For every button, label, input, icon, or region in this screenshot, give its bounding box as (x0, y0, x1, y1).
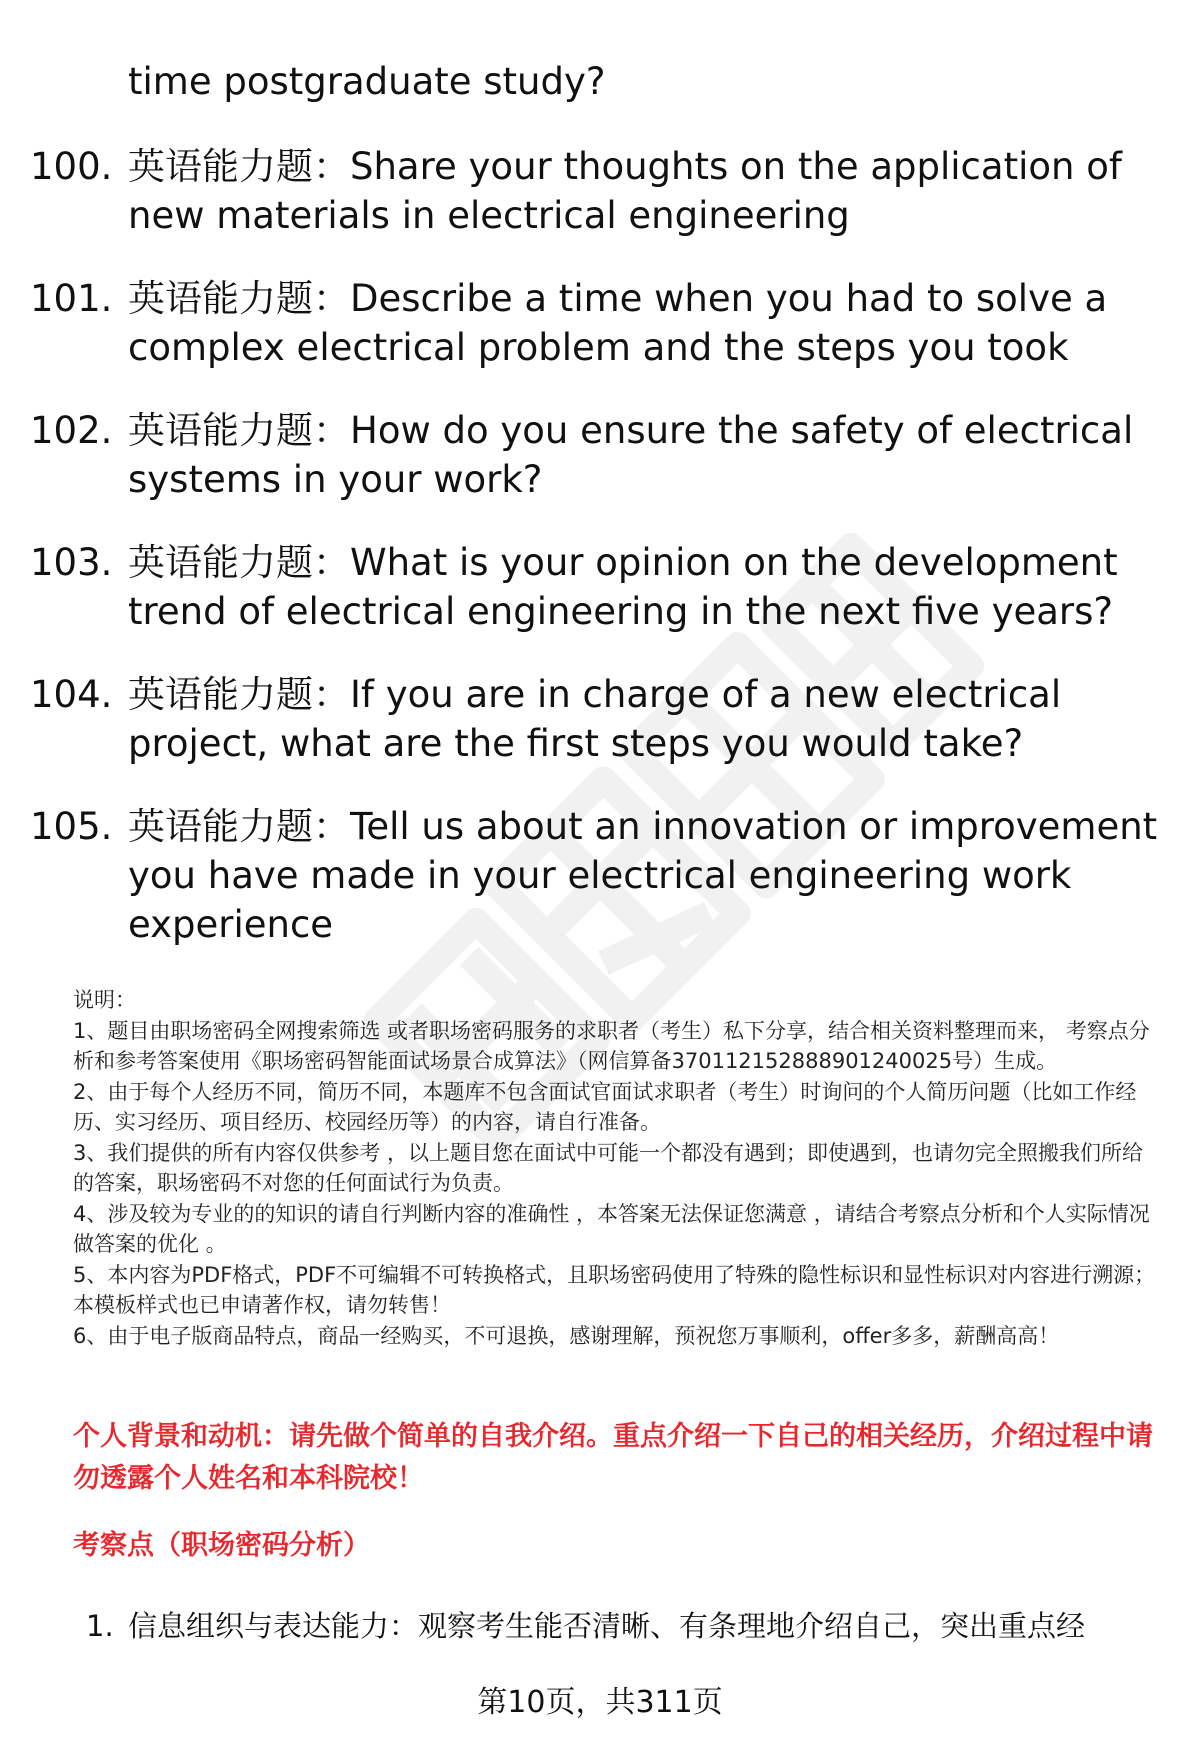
point-number: 1. (86, 1609, 114, 1643)
question-number: 101. (30, 277, 113, 320)
question-continuation: time postgraduate study? (128, 60, 606, 103)
question-text: 英语能力题：If you are in charge of a new electrical project, what are the first steps you would take? (128, 673, 1062, 765)
question-number: 105. (30, 805, 113, 848)
question-text: 英语能力题：Tell us about an innovation or improvement you have made in your electrical engineering work experience (128, 805, 1158, 946)
note-item: 2、由于每个人经历不同，简历不同，本题库不包含面试官面试求职者（考生）时询问的个人简历问题（比如工作经历、实习经历、项目经历、校园经历等）的内容，请自行准备。 (73, 1079, 1137, 1134)
page-footer: 第10页，共311页 (477, 1685, 723, 1720)
question-number: 100. (30, 145, 113, 188)
point-text: 信息组织与表达能力：观察考生能否清晰、有条理地介绍自己，突出重点经 (128, 1609, 1086, 1643)
notes-title: 说明： (73, 988, 136, 1012)
question-number: 104. (30, 673, 113, 716)
question-text: 英语能力题：Share your thoughts on the application of new materials in electrical engineering (128, 145, 1122, 237)
note-item: 1、题目由职场密码全网搜索筛选 或者职场密码服务的求职者（考生）私下分享，结合相关资料整理而来， 考察点分析和参考答案使用《职场密码智能面试场景合成算法》（网信算备370112152888901240025号）生成。 (73, 1018, 1150, 1073)
list-item (30, 142, 1170, 240)
list-item (30, 274, 1170, 372)
list-item (86, 1605, 1166, 1647)
list-item (30, 670, 1170, 768)
note-item: 3、我们提供的所有内容仅供参考 ，以上题目您在面试中可能一个都没有遇到；即使遇到，也请勿完全照搬我们所给的答案，职场密码不对您的任何面试行为负责。 (73, 1140, 1144, 1195)
question-number: 103. (30, 541, 113, 584)
notes-section (73, 985, 1163, 1351)
question-text: 英语能力题：How do you ensure the safety of electrical systems in your work? (128, 409, 1134, 501)
question-number: 102. (30, 409, 113, 452)
note-item: 5、本内容为PDF格式，PDF不可编辑不可转换格式，且职场密码使用了特殊的隐性标识和显性标识对内容进行溯源；本模板样式也已申请著作权，请勿转售！ (73, 1262, 1156, 1317)
analysis-point-list (86, 1605, 1166, 1647)
note-item: 6、由于电子版商品特点，商品一经购买，不可退换，感谢理解，预祝您万事顺利，offer多多，薪酬高高！ (73, 1323, 1060, 1348)
list-item (30, 406, 1170, 504)
question-text: 英语能力题：Describe a time when you had to solve a complex electrical problem and the steps you took (128, 277, 1108, 369)
question-list (30, 142, 1170, 983)
question-text: 英语能力题：What is your opinion on the development trend of electrical engineering in the next five years? (128, 541, 1118, 633)
question-heading: 个人背景和动机：请先做个简单的自我介绍。重点介绍一下自己的相关经历，介绍过程中请勿透露个人姓名和本科院校！ (73, 1421, 1153, 1494)
analysis-heading: 考察点（职场密码分析） (73, 1530, 370, 1561)
note-item: 4、涉及较为专业的的知识的请自行判断内容的准确性 ，本答案无法保证您满意 ，请结合考察点分析和个人实际情况做答案的优化 。 (73, 1201, 1150, 1256)
list-item (30, 538, 1170, 636)
list-item (30, 802, 1170, 949)
